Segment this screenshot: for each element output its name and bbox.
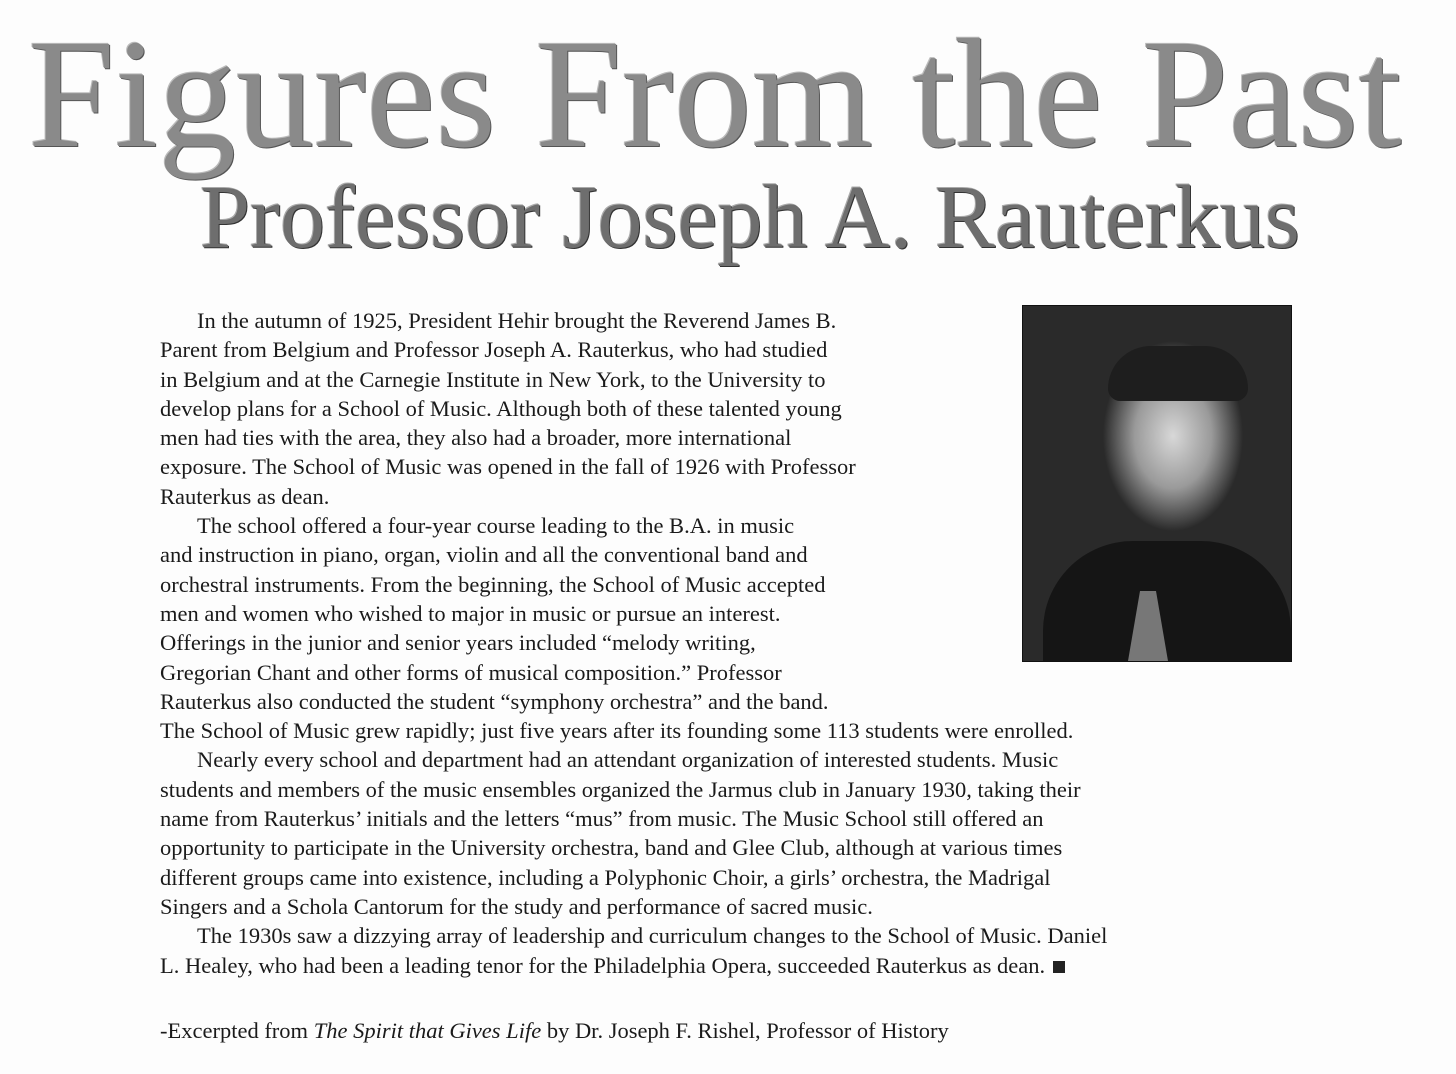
text-line: Nearly every school and department had an attendant organization of interested students. Music bbox=[197, 747, 1059, 773]
text-line: Rauterkus also conducted the student “symphony orchestra” and the band. bbox=[160, 688, 829, 714]
text-line: In the autumn of 1925, President Hehir brought the Reverend James B. bbox=[197, 308, 837, 333]
source-credit bbox=[160, 1018, 949, 1044]
text-line: men and women who wished to major in music or pursue an interest. bbox=[160, 600, 781, 626]
text-line: develop plans for a School of Music. Although both of these talented young bbox=[160, 395, 842, 421]
text-line: exposure. The School of Music was opened in the fall of 1926 with Professor bbox=[160, 454, 856, 480]
text-line: in Belgium and at the Carnegie Institute in New York, to the University to bbox=[160, 366, 826, 392]
text-line: opportunity to participate in the University orchestra, band and Glee Club, although at various times bbox=[160, 835, 1063, 861]
text-line: orchestral instruments. From the beginning, the School of Music accepted bbox=[160, 571, 826, 597]
paragraph-4 bbox=[160, 921, 1107, 980]
paragraph-2 bbox=[160, 511, 1107, 745]
text-line: name from Rauterkus’ initials and the letters “mus” from music. The Music School still offered an bbox=[160, 806, 1044, 832]
credit-suffix: by Dr. Joseph F. Rishel, Professor of History bbox=[541, 1018, 949, 1043]
text-line: men had ties with the area, they also had a broader, more international bbox=[160, 425, 792, 451]
portrait-hair bbox=[1108, 346, 1248, 401]
book-title: The Spirit that Gives Life bbox=[313, 1018, 542, 1043]
text-line: The school offered a four-year course leading to the B.A. in music bbox=[197, 513, 795, 539]
text-line: Rauterkus as dean. bbox=[160, 483, 330, 509]
text-line: students and members of the music ensembles organized the Jarmus club in January 1930, taking their bbox=[160, 776, 1081, 802]
paragraph-3 bbox=[160, 745, 1107, 921]
page-title: Figures From the Past bbox=[28, 7, 1402, 180]
paragraph-1 bbox=[160, 306, 1107, 511]
text-line: Singers and a Schola Cantorum for the study and performance of sacred music. bbox=[160, 893, 873, 919]
text-line: different groups came into existence, including a Polyphonic Choir, a girls’ orchestra, the Madrigal bbox=[160, 864, 1051, 890]
text-line: and instruction in piano, organ, violin and all the conventional band and bbox=[160, 542, 808, 568]
text-line: The 1930s saw a dizzying array of leadership and curriculum changes to the School of Music. Daniel bbox=[197, 923, 1108, 949]
text-line: Gregorian Chant and other forms of musical composition.” Professor bbox=[160, 659, 782, 685]
page-subtitle: Professor Joseph A. Rauterkus bbox=[200, 168, 1300, 267]
text-line: Offerings in the junior and senior years included “melody writing, bbox=[160, 630, 756, 656]
text-line-with-end-mark bbox=[160, 951, 1107, 980]
article-body bbox=[160, 306, 1107, 980]
text-line: The School of Music grew rapidly; just five years after its founding some 113 students were enrolled. bbox=[160, 718, 1074, 744]
text-line: L. Healey, who had been a leading tenor for the Philadelphia Opera, succeeded Rauterkus as dean. bbox=[160, 952, 1046, 978]
text-line: Parent from Belgium and Professor Joseph A. Rauterkus, who had studied bbox=[160, 337, 828, 363]
credit-prefix: -Excerpted from bbox=[160, 1018, 314, 1043]
end-mark-icon bbox=[1053, 961, 1065, 973]
